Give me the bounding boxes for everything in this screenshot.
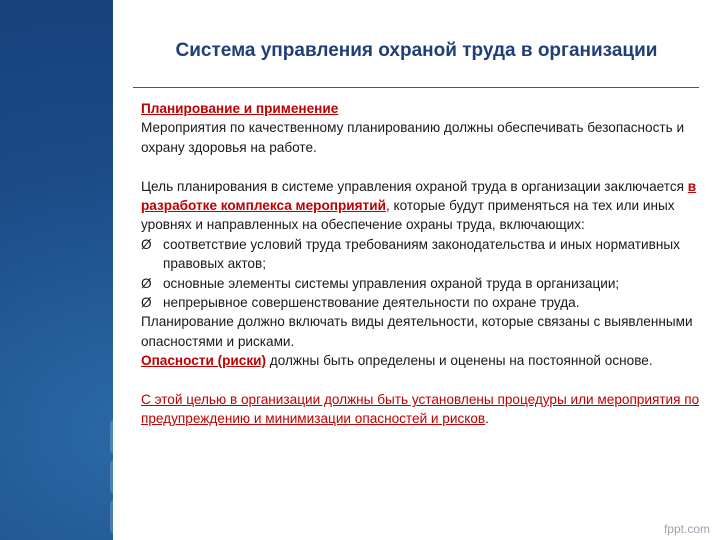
slide-content: [141, 99, 701, 429]
title-divider: [133, 87, 699, 88]
section-heading: Планирование и применение: [141, 101, 339, 116]
slide: [113, 0, 720, 540]
slide-title: Система управления охраной труда в организации: [175, 40, 658, 61]
list-item: Ø основные элементы системы управления охраной труда в организации;: [141, 274, 701, 293]
list-item: Ø соответствие условий труда требованиям законодательства и иных нормативных правовых актов;: [141, 235, 701, 274]
hazards-paragraph: Опасности (риски) должны быть определены и оценены на постоянной основе.: [141, 353, 653, 369]
hazards-label: Опасности (риски): [141, 353, 267, 369]
bullet-arrow-icon: Ø: [141, 275, 152, 291]
planning-paragraph: Планирование должно включать виды деятельности, которые связаны с выявленными опасностями и рисками.: [141, 314, 693, 349]
bullet-arrow-icon: Ø: [141, 295, 152, 311]
watermark: fppt.com: [663, 522, 710, 536]
closing-paragraph: С этой целью в организации должны быть установлены процедуры или мероприятия по предупреждению и минимизации опасностей и рисков.: [141, 392, 700, 427]
goal-highlight: в разработке комплекса мероприятий: [141, 178, 697, 214]
list-item: Ø непрерывное совершенствование деятельности по охране труда.: [141, 293, 701, 312]
bullet-arrow-icon: Ø: [141, 236, 152, 252]
intro-paragraph: Мероприятия по качественному планированию должны обеспечивать безопасность и охрану здоровья на работе.: [141, 120, 685, 155]
closing-highlight: С этой целью в организации должны быть установлены процедуры или мероприятия по предупреждению и минимизации опасностей и рисков: [141, 392, 700, 427]
goal-paragraph: Цель планирования в системе управления охраной труда в организации заключается в разработке комплекса мероприятий, которые будут применяться на тех или иных уровнях и направленных на обеспечение охраны труда, включающих:: [141, 178, 697, 233]
